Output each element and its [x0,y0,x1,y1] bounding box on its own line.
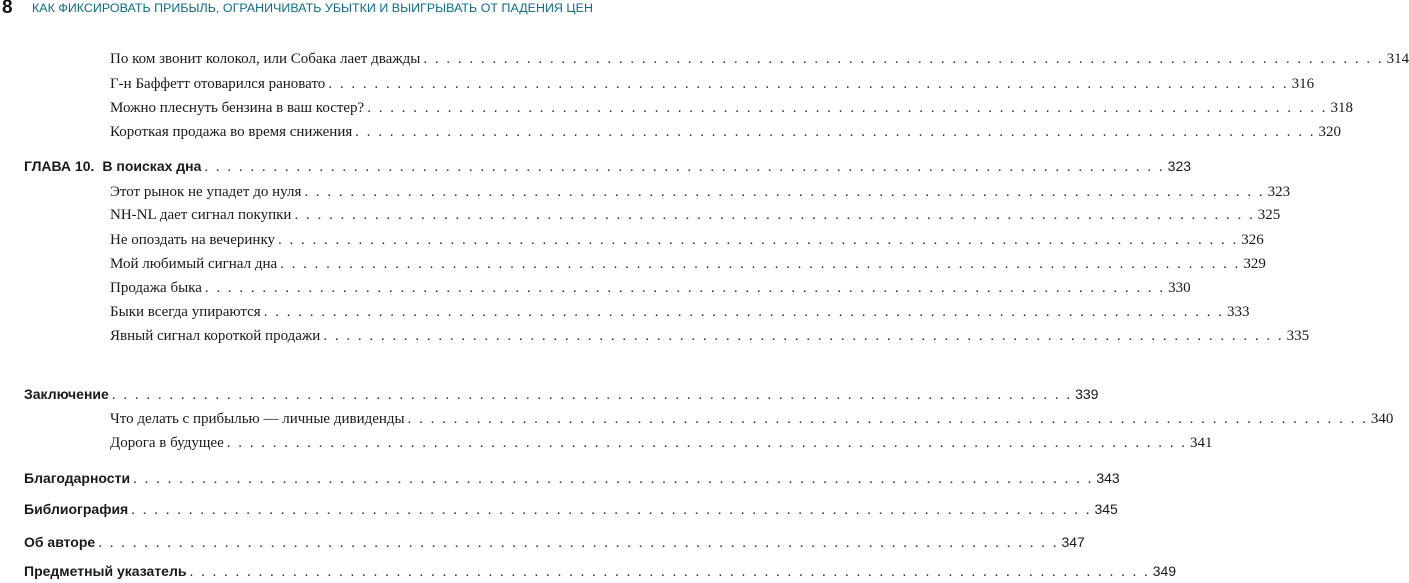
toc-entry-page: 318 [1330,100,1353,116]
toc-leader-dots: . . . . . . . . . . . . . . . . . . . . . . . . . . . . . . . . . . . . . . . . . . . . . . . . . . . . . . . . . . . . . . . . . . . . . . . . . . . . . . . . . . . . [355,124,1316,140]
page-header [0,0,600,24]
toc-entry-page: 325 [1257,207,1281,223]
toc-entry-title: Этот рынок не упадет до нуля [110,184,302,200]
toc-entry-page: 349 [1152,563,1177,579]
toc-leader-dots: . . . . . . . . . . . . . . . . . . . . . . . . . . . . . . . . . . . . . . . . . . . . . . . . . . . . . . . . . . . . . . . . . . . . . . . . . . . . . . . . . . . . [111,387,1073,403]
toc-leader-dots: . . . . . . . . . . . . . . . . . . . . . . . . . . . . . . . . . . . . . . . . . . . . . . . . . . . . . . . . . . . . . . . . . . . . . . . . . . . . . . . . . . . . [189,564,1150,580]
toc-leader-dots: . . . . . . . . . . . . . . . . . . . . . . . . . . . . . . . . . . . . . . . . . . . . . . . . . . . . . . . . . . . . . . . . . . . . . . . . . . . . . . . . . . . . [131,502,1092,518]
toc-entry-page: 316 [1291,76,1315,92]
toc-section-entry [24,501,1118,519]
toc-entry [110,232,1264,249]
toc-chapter-label: ГЛАВА 10. [24,158,95,174]
toc-entry [110,100,1353,117]
toc-entry-page: 339 [1075,386,1099,402]
toc-leader-dots: . . . . . . . . . . . . . . . . . . . . . . . . . . . . . . . . . . . . . . . . . . . . . . . . . . . . . . . . . . . . . . . . . . . . . . . . . . . . . . . . . . . . [367,100,1328,116]
toc-entry-page: 345 [1094,501,1118,517]
toc-entry-page: 314 [1386,51,1409,67]
toc-entry-title: В поисках дна [102,158,202,174]
toc-entry-page: 333 [1226,304,1250,320]
toc-entry-title: Г-н Баффетт отоварился рановато [110,76,326,92]
toc-entry-title: Короткая продажа во время снижения [110,124,353,140]
toc-entry-title: Не опоздать на вечеринку [110,232,276,248]
toc-entry [110,184,1291,201]
toc-chapter-entry [24,158,1192,176]
toc-leader-dots: . . . . . . . . . . . . . . . . . . . . . . . . . . . . . . . . . . . . . . . . . . . . . . . . . . . . . . . . . . . . . . . . . . . . . . . . . . . . . . . . . . . . [204,280,1166,296]
toc-entry-page: 335 [1286,328,1310,344]
toc-section-entry [24,470,1120,488]
toc-section-entry [24,563,1177,581]
toc-leader-dots: . . . . . . . . . . . . . . . . . . . . . . . . . . . . . . . . . . . . . . . . . . . . . . . . . . . . . . . . . . . . . . . . . . . . . . . . . . . . . . . . . . . . [407,411,1368,427]
toc-entry-page: 347 [1061,534,1085,550]
toc-leader-dots: . . . . . . . . . . . . . . . . . . . . . . . . . . . . . . . . . . . . . . . . . . . . . . . . . . . . . . . . . . . . . . . . . . . . . . . . . . . . . . . . . . . . [278,232,1239,248]
page-number: 8 [2,0,13,18]
toc-entry-page: 323 [1167,158,1192,174]
toc-entry-page: 343 [1096,470,1120,486]
toc-leader-dots: . . . . . . . . . . . . . . . . . . . . . . . . . . . . . . . . . . . . . . . . . . . . . . . . . . . . . . . . . . . . . . . . . . . . . . . . . . . . . . . . . . . . [98,535,1059,551]
toc-entry-title: По ком звонит колокол, или Собака лает дважды [110,51,421,67]
toc-entry [110,280,1191,297]
toc-entry-page: 330 [1168,280,1191,296]
toc-entry [110,207,1281,224]
toc-leader-dots: . . . . . . . . . . . . . . . . . . . . . . . . . . . . . . . . . . . . . . . . . . . . . . . . . . . . . . . . . . . . . . . . . . . . . . . . . . . . . . . . . . . . [263,304,1224,320]
toc-entry [110,256,1266,273]
toc-entry-title: Что делать с прибылью — личные дивиденды [110,411,405,427]
toc-entry-page: 320 [1318,124,1341,140]
toc-entry [110,411,1394,428]
toc-leader-dots: . . . . . . . . . . . . . . . . . . . . . . . . . . . . . . . . . . . . . . . . . . . . . . . . . . . . . . . . . . . . . . . . . . . . . . . . . . . . . . . . . . . . [423,51,1384,67]
running-title: КАК ФИКСИРОВАТЬ ПРИБЫЛЬ, ОГРАНИЧИВАТЬ УБЫТКИ И ВЫИГРЫВАТЬ ОТ ПАДЕНИЯ ЦЕН [32,1,593,15]
toc-entry-page: 323 [1267,184,1291,200]
toc-entry-title: Заключение [24,386,109,402]
toc-entry [110,76,1315,93]
toc-section-entry [24,386,1099,404]
toc-leader-dots: . . . . . . . . . . . . . . . . . . . . . . . . . . . . . . . . . . . . . . . . . . . . . . . . . . . . . . . . . . . . . . . . . . . . . . . . . . . . . . . . . . . . [304,184,1265,200]
toc-leader-dots: . . . . . . . . . . . . . . . . . . . . . . . . . . . . . . . . . . . . . . . . . . . . . . . . . . . . . . . . . . . . . . . . . . . . . . . . . . . . . . . . . . . . [204,159,1165,175]
toc-entry-page: 329 [1243,256,1266,272]
toc-entry-page: 326 [1241,232,1264,248]
toc-entry-title: Библиография [24,501,129,517]
toc-entry-page: 341 [1190,435,1213,451]
toc-leader-dots: . . . . . . . . . . . . . . . . . . . . . . . . . . . . . . . . . . . . . . . . . . . . . . . . . . . . . . . . . . . . . . . . . . . . . . . . . . . . . . . . . . . . [280,256,1241,272]
toc-entry [110,435,1213,452]
toc-leader-dots: . . . . . . . . . . . . . . . . . . . . . . . . . . . . . . . . . . . . . . . . . . . . . . . . . . . . . . . . . . . . . . . . . . . . . . . . . . . . . . . . . . . . [133,471,1094,487]
toc-leader-dots: . . . . . . . . . . . . . . . . . . . . . . . . . . . . . . . . . . . . . . . . . . . . . . . . . . . . . . . . . . . . . . . . . . . . . . . . . . . . . . . . . . . . [294,207,1255,223]
toc-entry-title: Можно плеснуть бензина в ваш костер? [110,100,365,116]
toc-entry-title: Быки всегда упираются [110,304,261,320]
toc-leader-dots: . . . . . . . . . . . . . . . . . . . . . . . . . . . . . . . . . . . . . . . . . . . . . . . . . . . . . . . . . . . . . . . . . . . . . . . . . . . . . . . . . . . . [226,435,1187,451]
toc-entry-title: Предметный указатель [24,563,187,579]
toc-leader-dots: . . . . . . . . . . . . . . . . . . . . . . . . . . . . . . . . . . . . . . . . . . . . . . . . . . . . . . . . . . . . . . . . . . . . . . . . . . . . . . . . . . . . [323,328,1284,344]
toc-entry-title: Мой любимый сигнал дна [110,256,278,272]
toc-entry [110,51,1409,68]
toc-entry-title: NH-NL дает сигнал покупки [110,207,292,223]
toc-section-entry [24,534,1085,552]
toc-entry-title: Благодарности [24,470,131,486]
toc-entry-title: Продажа быка [110,280,202,296]
toc-entry [110,124,1341,141]
toc-entry [110,304,1250,321]
toc-entry-title: Об авторе [24,534,96,550]
toc-entry [110,328,1310,345]
toc-leader-dots: . . . . . . . . . . . . . . . . . . . . . . . . . . . . . . . . . . . . . . . . . . . . . . . . . . . . . . . . . . . . . . . . . . . . . . . . . . . . . . . . . . . . [328,76,1289,92]
toc-entry-title: Явный сигнал короткой продажи [110,328,321,344]
toc-entry-page: 340 [1370,411,1394,427]
toc-entry-title: Дорога в будущее [110,435,224,451]
